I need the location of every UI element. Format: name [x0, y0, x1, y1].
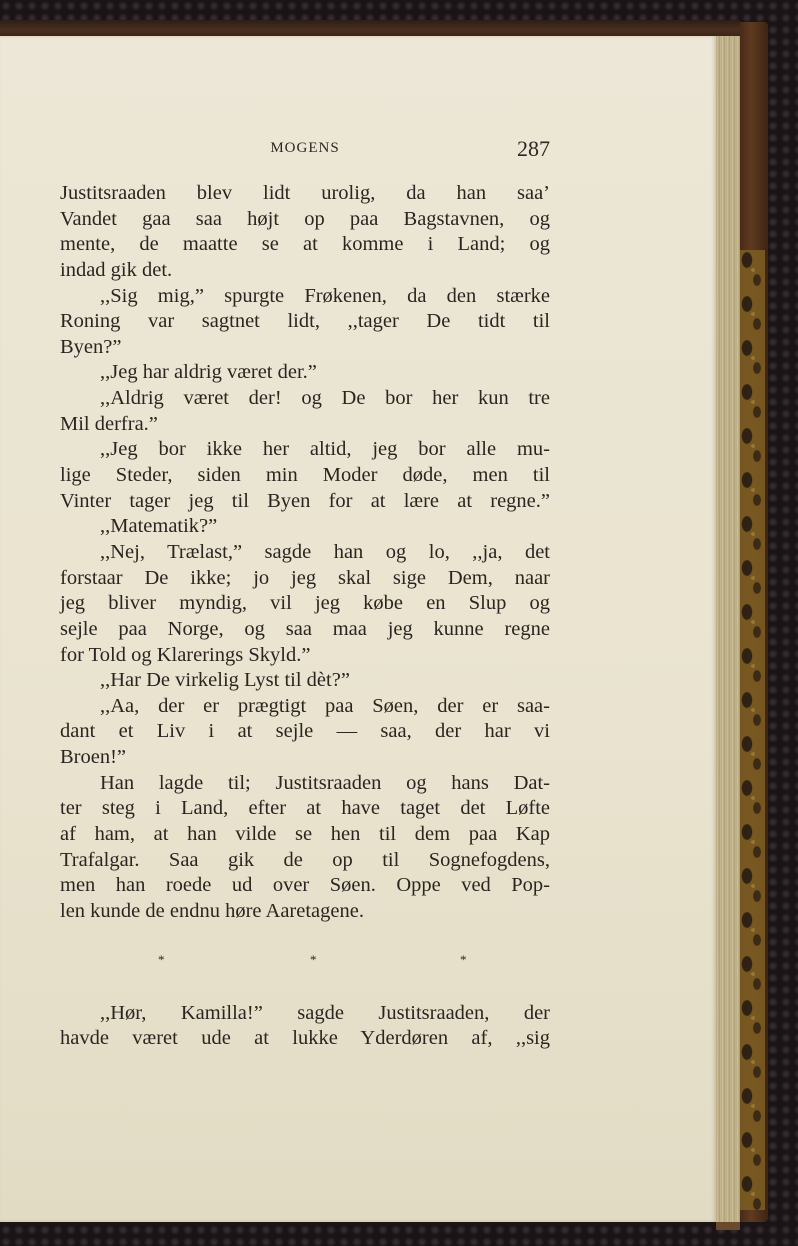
- text-line: forstaar De ikke; jo jeg skal sige Dem, naar: [60, 566, 550, 589]
- text-line: af ham, at han vilde se hen til dem paa Kap: [60, 823, 550, 846]
- section-break-star: *: [460, 951, 467, 967]
- text-line: ,,Hør, Kamilla!” sagde Justitsraaden, der: [100, 1001, 550, 1024]
- body-text: [60, 181, 550, 1052]
- text-line: ,,Jeg bor ikke her altid, jeg bor alle mu-: [100, 438, 550, 461]
- text-line: ,,Nej, Trælast,” sagde han og lo, ,,ja, det: [100, 540, 550, 563]
- page-number: 287: [517, 136, 550, 161]
- text-line: ,,Har De virkelig Lyst til dèt?”: [100, 669, 350, 692]
- text-line: ,,Sig mig,” spurgte Frøkenen, da den stærke: [100, 284, 550, 307]
- text-line: Vandet gaa saa højt op paa Bagstavnen, og: [60, 207, 550, 230]
- marbled-endpaper: [739, 250, 765, 1210]
- book-page: [0, 36, 716, 1222]
- text-line: dant et Liv i at sejle — saa, der har vi: [60, 720, 550, 743]
- text-line: indad gik det.: [60, 258, 173, 281]
- text-line: sejle paa Norge, og saa maa jeg kunne regne: [60, 617, 550, 640]
- page-edges: [716, 36, 740, 1222]
- text-line: Trafalgar. Saa gik de op til Sognefogdens,: [60, 848, 550, 871]
- book-cover-top-edge: [0, 20, 740, 36]
- text-line: Byen?”: [60, 335, 122, 358]
- text-line: Mil derfra.”: [60, 412, 158, 435]
- section-break: [60, 925, 550, 1001]
- section-break-star: *: [310, 951, 317, 967]
- text-line: Vinter tager jeg til Byen for at lære at regne.”: [60, 489, 550, 512]
- text-line: lige Steder, siden min Moder døde, men til: [60, 464, 550, 487]
- running-head: [60, 136, 550, 162]
- running-head-title: [60, 140, 550, 157]
- text-lines-after-break: [60, 1001, 550, 1052]
- text-line: havde været ude at lukke Yderdøren af, ,,sig: [60, 1027, 550, 1050]
- text-line: mente, de maatte se at komme i Land; og: [60, 233, 550, 256]
- chapter-title: MOGENS: [270, 140, 340, 156]
- text-line: len kunde de endnu høre Aaretagene.: [60, 899, 364, 922]
- text-line: Roning var sagtnet lidt, ,,tager De tidt til: [60, 310, 550, 333]
- text-line: ,,Jeg har aldrig været der.”: [100, 361, 317, 384]
- text-line: Han lagde til; Justitsraaden og hans Dat-: [100, 771, 550, 794]
- text-line: Broen!”: [60, 746, 127, 769]
- text-lines-before-break: [60, 181, 550, 925]
- text-line: jeg bliver myndig, vil jeg købe en Slup og: [60, 592, 550, 615]
- text-line: Justitsraaden blev lidt urolig, da han saa’: [60, 182, 550, 204]
- text-line: for Told og Klarerings Skyld.”: [60, 643, 311, 666]
- text-line: men han roede ud over Søen. Oppe ved Pop-: [60, 874, 550, 897]
- text-line: ,,Aldrig været der! og De bor her kun tre: [100, 387, 550, 410]
- text-line: ter steg i Land, efter at have taget det Løfte: [60, 797, 550, 820]
- text-line: ,,Matematik?”: [100, 515, 218, 538]
- text-line: ,,Aa, der er prægtigt paa Søen, der er saa-: [100, 694, 550, 717]
- section-break-star: *: [158, 951, 165, 967]
